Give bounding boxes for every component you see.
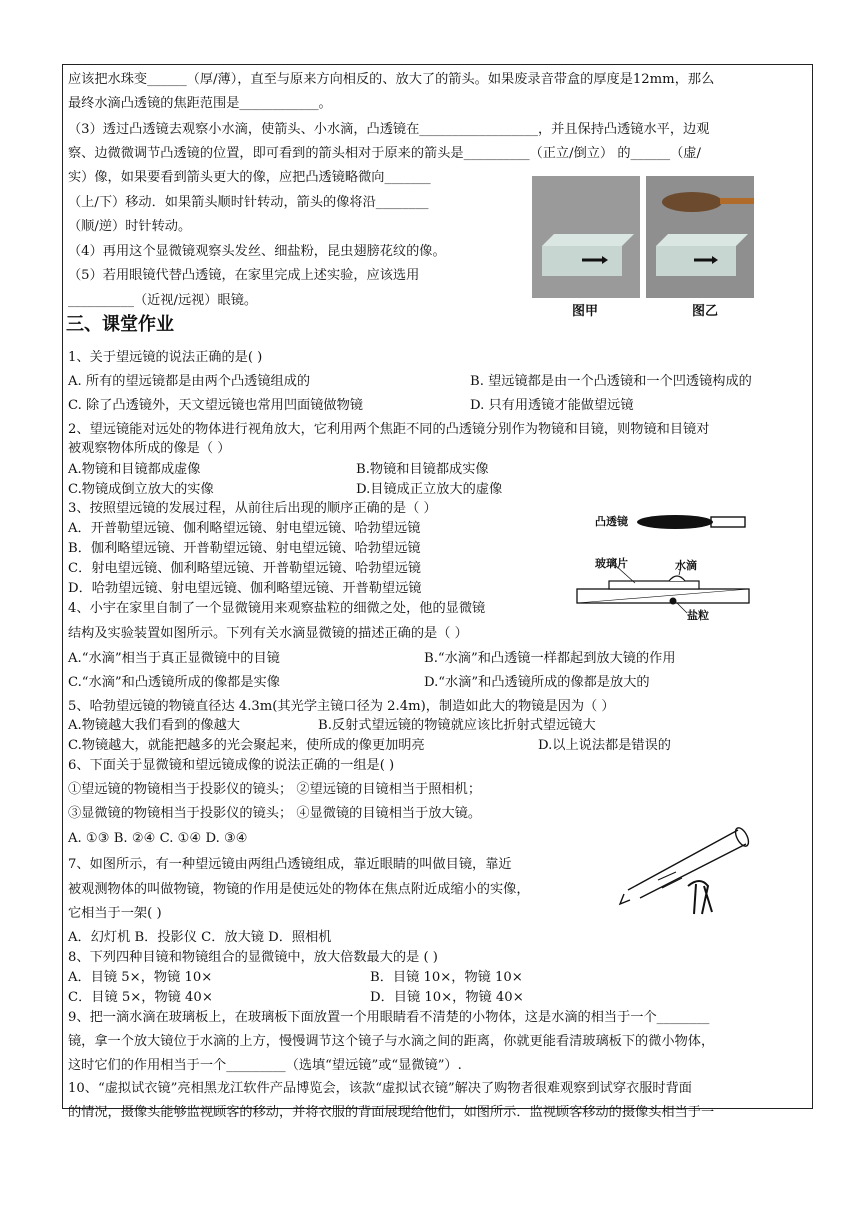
text-line-q10: 10、“虚拟试衣镜”亮相黑龙江软件产品博览会，该款“虚拟试衣镜”解决了购物者很难观察到试穿衣服时背面 <box>68 1081 692 1096</box>
text-line-q8c: C．目镜 5×，物镜 40× <box>68 990 213 1005</box>
text-line-q10b: 的情况，摄像头能够监视顾客的移动，并将衣服的背面展现给他们，如图所示．监视顾客移动的摄像头相当于一 <box>68 1105 715 1120</box>
text-line-q7b: 被观测物体的叫做物镜，物镜的作用是使远处的物体在焦点附近成缩小的实像， <box>68 882 530 897</box>
figure-microscope-photos <box>532 176 754 319</box>
text-line-q8: 8、下列四种目镜和物镜组合的显微镜中，放大倍数最大的是 ( ) <box>68 950 438 965</box>
text-line-q1b: B. 望远镜都是由一个凸透镜和一个凹透镜构成的 <box>470 374 752 389</box>
text-line-q9b: 镜，拿一个放大镜位于水滴的上方，慢慢调节这个镜子与水滴之间的距离，你就更能看清玻璃板下的微小物体， <box>68 1034 715 1049</box>
text-line-q3: 3、按照望远镜的发展过程，从前往后出现的顺序正确的是（ ） <box>68 501 437 516</box>
text-line-q3c: C．射电望远镜、伽利略望远镜、开普勒望远镜、哈勃望远镜 <box>68 561 421 576</box>
text-line-q6: 6、下面关于显微镜和望远镜成像的说法正确的一组是( ) <box>68 758 395 773</box>
text-line-q5o3: C.物镜越大，就能把越多的光会聚起来，使所成的像更加明亮 <box>68 738 425 753</box>
text-line-q7: 7、如图所示，有一种望远镜由两组凸透镜组成，靠近眼睛的叫做目镜，靠近 <box>68 857 512 872</box>
text-line-q2b: 被观察物体所成的像是（ ） <box>68 441 231 456</box>
text-line-q1a: A. 所有的望远镜都是由两个凸透镜组成的 <box>68 374 311 389</box>
text-line-l10: __________（近视/远视）眼镜。 <box>68 293 258 308</box>
text-line-q2o3: C.物镜成倒立放大的实像 <box>68 482 214 497</box>
text-line-q8b: B．目镜 10×，物镜 10× <box>370 970 523 985</box>
text-line-q6a: ①望远镜的物镜相当于投影仪的镜头； ②望远镜的目镜相当于照相机； <box>68 782 482 797</box>
text-line-q2o1: A.物镜和目镜都成虚像 <box>68 462 201 477</box>
text-line-q3a: A．开普勒望远镜、伽利略望远镜、射电望远镜、哈勃望远镜 <box>68 521 421 536</box>
text-line-q6b: ③显微镜的物镜相当于投影仪的镜头； ④显微镜的目镜相当于放大镜。 <box>68 806 482 821</box>
text-line-l1: 应该把水珠变______（厚/薄），直至与原来方向相反的、放大了的箭头。如果废录音带盒的厚度是12mm，那么 <box>68 72 715 87</box>
telescope-svg <box>618 818 758 922</box>
text-line-l4: 察、边微微调节凸透镜的位置，即可看到的箭头相对于原来的箭头是__________（正立/倒立） 的______（虚/ <box>68 146 701 161</box>
figure-label-b: 图乙 <box>692 304 719 319</box>
text-line-l5: 实）像，如果要看到箭头更大的像，应把凸透镜略微向_______ <box>68 170 431 185</box>
text-line-q4b: 结构及实验装置如图所示。下列有关水滴显微镜的描述正确的是（ ） <box>68 626 468 641</box>
text-line-q2: 2、望远镜能对远处的物体进行视角放大，它利用两个焦距不同的凸透镜分别作为物镜和目镜，则物镜和目镜对 <box>68 422 710 437</box>
label-glass: 玻璃片 <box>595 557 628 570</box>
text-line-q9: 9、把一滴水滴在玻璃板上，在玻璃板下面放置一个用眼睛看不清楚的小物体，这是水滴的相当于一个________ <box>68 1010 710 1025</box>
text-line-q1c: C. 除了凸透镜外，天文望远镜也常用凹面镜做物镜 <box>68 398 363 413</box>
text-line-q8a: A．目镜 5×，物镜 10× <box>68 970 213 985</box>
figure-label-a: 图甲 <box>572 304 599 319</box>
figure-photos-svg <box>532 176 754 298</box>
text-line-q5: 5、哈勃望远镜的物镜直径达 4.3m(其光学主镜口径为 2.4m)，制造如此大的物镜是因为（ ） <box>68 699 615 714</box>
label-salt: 盐粒 <box>687 609 709 622</box>
text-line-q2o4: D.目镜成正立放大的虚像 <box>356 482 503 497</box>
text-line-q8d: D．目镜 10×，物镜 40× <box>370 990 524 1005</box>
text-line-q5o1: A.物镜越大我们看到的像越大 <box>68 718 240 733</box>
text-line-q5o4: D.以上说法都是错误的 <box>538 738 671 753</box>
text-line-q1d: D. 只有用透镜才能做望远镜 <box>470 398 634 413</box>
label-water: 水滴 <box>675 559 697 572</box>
text-line-q2o2: B.物镜和目镜都成实像 <box>356 462 489 477</box>
section-title: 三、课堂作业 <box>66 314 174 335</box>
text-line-l6: （上/下）移动．如果箭头顺时针转动，箭头的像将沿________ <box>68 195 429 210</box>
text-line-q3d: D．哈勃望远镜、射电望远镜、伽利略望远镜、开普勒望远镜 <box>68 581 422 596</box>
text-line-q4: 4、小宇在家里自制了一个显微镜用来观察盐粒的细微之处，他的显微镜 <box>68 601 486 616</box>
text-line-q9c: 这时它们的作用相当于一个_________（选填“望远镜”或“显微镜”）. <box>68 1058 462 1073</box>
text-line-l7: （顺/逆）时针转动。 <box>68 219 192 234</box>
text-line-q3b: B．伽利略望远镜、开普勒望远镜、射电望远镜、哈勃望远镜 <box>68 541 421 556</box>
text-line-q4o3: C.“水滴”和凸透镜所成的像都是实像 <box>68 675 280 690</box>
figure-telescope <box>618 818 758 922</box>
text-line-l2: 最终水滴凸透镜的焦距范围是____________。 <box>68 96 332 111</box>
text-line-q1: 1、关于望远镜的说法正确的是( ) <box>68 350 263 365</box>
text-line-l9: （5）若用眼镜代替凸透镜，在家里完成上述实验，应该选用 <box>68 268 420 283</box>
text-line-q4o4: D.“水滴”和凸透镜所成的像都是放大的 <box>424 675 650 690</box>
label-lens: 凸透镜 <box>595 515 628 528</box>
text-line-l8: （4）再用这个显微镜观察头发丝、细盐粉，昆虫翅膀花纹的像。 <box>68 244 446 259</box>
text-line-l3: （3）透过凸透镜去观察小水滴，使箭头、小水滴，凸透镜在__________________，并且保持凸透镜水平，边观 <box>68 122 710 137</box>
text-line-q7o: A．幻灯机 B．投影仪 C．放大镜 D．照相机 <box>68 930 332 945</box>
figure-water-drop-microscope <box>575 505 755 623</box>
text-line-q7c: 它相当于一架( ) <box>68 906 162 921</box>
text-line-q4o1: A.“水滴”相当于真正显微镜中的目镜 <box>68 651 280 666</box>
text-line-q5o2: B.反射式望远镜的物镜就应该比折射式望远镜大 <box>318 718 596 733</box>
text-line-q6c: A. ①③ B. ②④ C. ①④ D. ③④ <box>68 831 248 846</box>
text-line-q4o2: B.“水滴”和凸透镜一样都起到放大镜的作用 <box>424 651 676 666</box>
